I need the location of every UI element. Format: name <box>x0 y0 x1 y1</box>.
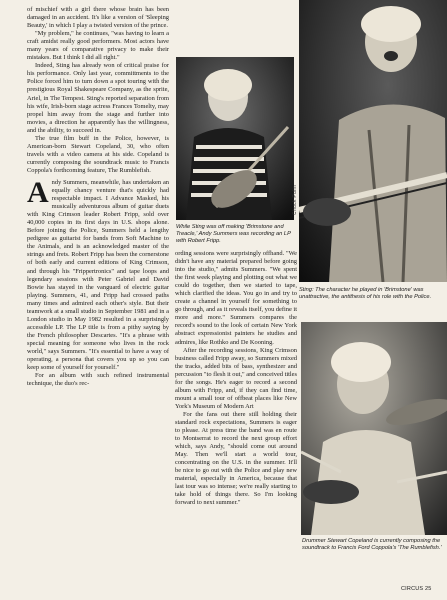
dropcap-paragraph <box>27 175 169 372</box>
paragraph: The true film buff in the Police, however, is American-born Stewart Copeland, 30, who often travels with a video camera at his side. Copeland is currently composing the soundtrack music to Francis Coppola's forthcoming feature, The Rumblefish. <box>27 134 169 174</box>
left-text-column <box>27 6 169 586</box>
middle-text-column <box>175 250 297 585</box>
paragraph: ording sessions were surprisingly offhand. "We didn't have any material prepared before going into the studio," admits Summers. "We spent the first week playing and plotting out what we could do together, then we started to tape, which clarified the ideas. You go in and try to create a channel in yourself for something to go through, and as it reveals itself, you define it more and more." Summers compares the record's sound to the look of certain New York abstract expressionist painters he studies and admires, like Rothko and De Kooning. <box>175 250 297 346</box>
photo-stewart-copeland <box>301 322 447 535</box>
photo-credit: Chuck Pulin <box>292 185 298 215</box>
photo-sting-image <box>299 0 447 282</box>
photo-andy-summers-image <box>176 57 294 220</box>
dropcap-text: ndy Summers, meanwhile, has undertaken an equally chancy venture that's quickly had respectable impact. I Advance Masked, his musically adventurous album of guitar duets with King Crimson leader Robert Fripp, sold over 40,000 copies in its first days in U.S. shops alone. Before joining the Police, Summers held a lengthy pedigree as guitarist for bands from Soft Machine to the Animals, and is an acknowledged master of the strings and frets. Robert Fripp has been the cornerstone of both early and current editions of King Crimson, and through his "Frippertronics" and tape loops and legendary sessions with Peter Gabriel and David Bowie has stayed in the vanguard of electric guitar playing. Summers, 41, and Fripp had crossed paths many times and admired each other's style. But their teamwork at a small studio in September 1981 and in a London studio in May 1982 resulted in a surprisingly accessible LP. The LP title is from a pithy saying by the French philosopher Descartes. "It's a phrase with special meaning for someone who lives in the rock world," says Summers. "It's essential to have a way of operating, a persona that covers you up so you can keep some of yourself for yourself." <box>27 178 169 372</box>
photo-stewart-copeland-image <box>301 322 447 535</box>
caption-andy-summers: While Sting was off making 'Brimstone and Treacle,' Andy Summers was recording an LP with Robert Fripp. <box>176 224 291 244</box>
page-folio: CIRCUS 25 <box>401 586 432 592</box>
photo-andy-summers <box>176 57 294 220</box>
caption-stewart-copeland: Drummer Stewart Copeland is currently composing the soundtrack to Francis Ford Coppola's 'The Rumblefish.' <box>302 538 442 551</box>
paragraph: Indeed, Sting has already won of critical praise for his performance. Only last year, committments to the Police forced him to turn down a spot touring with the prestigious Royal Shakespeare Company, as the sprite, Ariel, in The Tempest. Sting's reported separation from his wife, Irish-born stage actress Frances Tomelty, may propel him away from the stage and further into movies, a direction he apparently has the willingness, and the ability, to succeed in. <box>27 62 169 134</box>
paragraph: "My problem," he continues, "was having to learn a craft amidst really good performers. Most actors have many years of comparative privacy to make their mistakes. But I think I did all right." <box>27 30 169 62</box>
paragraph: of mischief with a girl there whose brain has been damaged in an accident. It's like a version of 'Sleeping Beauty,' in which I play a twisted version of the prince. <box>27 6 169 30</box>
dropcap-letter: A <box>27 175 49 209</box>
paragraph: For the fans out there still holding their standard rock expectations, Summers is eager to please. At press time the band was en route to Montserrat to record the next group effort which, says Andy, "should come out around May. Then we'll start a world tour, concentrating on the U.S. in the summer. It'll be nice to go out with the Police and play new material, especially in America, because that last tour was so intense; we're really starting to take hold of things there. So I'm looking forward to next summer." <box>175 410 297 507</box>
paragraph: For an album with such refined instrumental technique, the duo's rec- <box>27 372 169 388</box>
photo-sting <box>299 0 447 282</box>
caption-sting: Sting: The character he played in 'Brimstone' was unattractive, the antithesis of his role with the Police. <box>299 287 432 300</box>
paragraph: After the recording sessions, King Crimson business called Fripp away, so Summers mixed the tracks, added bits of bass, synthesizer and percussion "to flesh it out," and conceived titles for the songs. He's eager to record a second album with Fripp, and, if they can find time, mount a small tour of offbeat places like New York's Museum of Modern Art <box>175 346 297 410</box>
